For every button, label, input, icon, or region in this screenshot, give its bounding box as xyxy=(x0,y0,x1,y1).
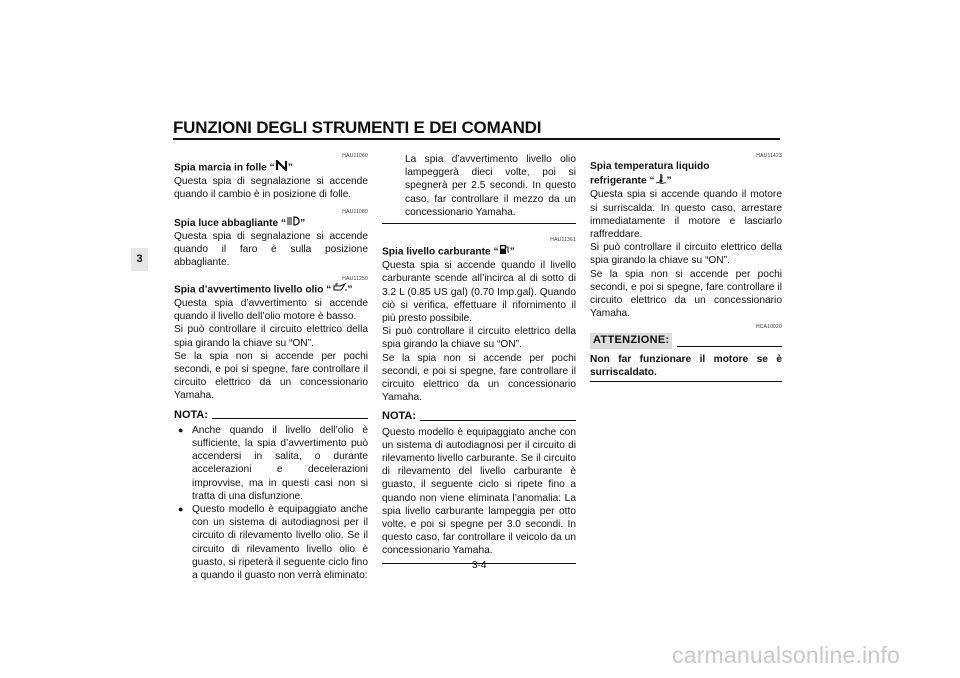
neutral-n-icon xyxy=(275,160,288,175)
heading-text-end: ” xyxy=(347,284,353,296)
caution-text: Non far funzionare il motore se è surriscaldato. xyxy=(590,353,782,378)
heading-text: Spia marcia in folle “ xyxy=(174,162,275,174)
section-code: HAU11423 xyxy=(756,153,782,159)
oil-body-2: Si può controllare il circuito elettrico della spia girando la chiave su “ON”. xyxy=(174,324,368,349)
chapter-tab: 3 xyxy=(131,248,148,271)
caution-label: ATTENZIONE: xyxy=(590,333,672,348)
column-1 xyxy=(174,153,368,582)
caution-rule xyxy=(677,346,782,347)
section-code: HCA10020 xyxy=(755,324,782,331)
neutral-body: Questa spia di segnalazione si accende quando il cambio è in posizione di folle. xyxy=(174,176,368,201)
title-rule xyxy=(173,138,780,140)
oil-heading xyxy=(174,283,368,297)
section-code: HAU11361 xyxy=(550,237,576,244)
column-2 xyxy=(382,153,576,564)
coolant-heading-line2 xyxy=(590,173,782,188)
fuel-body-2: Si può controllare il circuito elettrico della spia girando la chiave su “ON”. xyxy=(382,326,576,351)
fuel-pump-icon xyxy=(499,244,510,259)
neutral-heading xyxy=(174,160,368,175)
fuel-heading xyxy=(382,244,576,259)
coolant-body-3: Se la spia non si accende per pochi secondi, e poi si spegne, fare controllare il circuito elettrico da un concessionario Yamaha. xyxy=(590,268,782,320)
bullet-text: Questo modello è equipaggiato anche con un sistema di autodiagnosi per il circuito di rilevamento livello olio. Se il circuito di rilevamento livello olio è guasto, si ripeterà il seguente ciclo fino a quando il guasto non verrà eliminato: xyxy=(192,503,368,581)
coolant-temperature-icon xyxy=(655,173,667,188)
fuel-body-1: Questa spia si accende quando il livello carburante scende all’incirca al di sotto di 3.2 L (0.85 US gal) (0.70 Imp.gal). Quando ciò si verifica, effettuare il rifornimento il più presto possibile. xyxy=(382,260,576,325)
section-code: HAU11080 xyxy=(342,208,368,215)
oil-body-3: Se la spia non si accende per pochi secondi, e poi si spegne, fare controllare il circuito elettrico da un concessionario Yamaha. xyxy=(174,350,368,402)
nota-header xyxy=(174,409,368,422)
oil-continued-block xyxy=(382,153,576,219)
oil-body-1: Questa spia d’avvertimento si accende quando il livello dell’olio motore è basso. xyxy=(174,297,368,323)
nota-text: Questo modello è equipaggiato anche con un sistema di autodiagnosi per il circuito di rilevamento livello carburante. Se il circuito di rilevamento del livello carburante è guasto, il seguente ciclo si ripete fino a quando non viene eliminata l’anomalia: La spia livello carburante lampeggia per otto volte, e poi si spegne per 3.0 secondi. In questo caso, far controllare il veicolo da un concessionario Yamaha. xyxy=(382,426,576,557)
heading-text: refrigerante “ xyxy=(590,175,655,187)
nota-label: NOTA: xyxy=(174,408,209,421)
divider xyxy=(590,381,782,382)
coolant-body-2: Si può controllare il circuito elettrico della spia girando la chiave su “ON”. xyxy=(590,242,782,267)
list-item xyxy=(174,503,368,582)
column-3 xyxy=(590,153,782,382)
caution-header xyxy=(590,333,782,348)
nota-rule xyxy=(420,420,576,421)
fuel-body-3: Se la spia non si accende per pochi secondi, e poi si spegne, fare controllare il circuito elettrico da un concessionario Yamaha. xyxy=(382,352,576,404)
heading-text: Spia luce abbagliante “ xyxy=(174,217,287,229)
section-code: HAU11250 xyxy=(342,276,368,283)
heading-text: Spia livello carburante “ xyxy=(382,246,499,258)
heading-text-end: ” xyxy=(666,175,672,187)
bullet-icon: ● xyxy=(178,503,184,514)
nota-header xyxy=(382,410,576,423)
oil-continued-text: La spia d’avvertimento livello olio lampeggerà dieci volte, poi si spegnerà per 2.5 secondi. In questo caso, far controllare il mezzo da un concessionario Yamaha. xyxy=(405,154,576,218)
page-title: FUNZIONI DEGLI STRUMENTI E DEI COMANDI xyxy=(173,118,542,137)
high-beam-icon xyxy=(286,216,300,230)
heading-text-end: ” xyxy=(287,162,293,174)
section-code: HAU11060 xyxy=(342,153,368,159)
bullet-icon: ● xyxy=(178,424,184,435)
heading-text: Spia d’avvertimento livello olio “ xyxy=(174,284,332,296)
bullet-text: Anche quando il livello dell’olio è sufficiente, la spia d’avvertimento può accendersi in salita, o durante accelerazioni e decelerazioni improvvise, ma in questi casi non si tratta di una disfunzione. xyxy=(192,424,368,502)
heading-text-end: ” xyxy=(300,217,306,229)
nota-rule xyxy=(212,418,368,419)
page-number: 3-4 xyxy=(472,560,487,571)
highbeam-heading xyxy=(174,216,368,230)
oil-can-icon xyxy=(331,283,347,296)
coolant-body-1: Questa spia si accende quando il motore si surriscalda. In questo caso, arrestare immediatamente il motore e lasciarlo raffreddare. xyxy=(590,189,782,241)
heading-text-end: ” xyxy=(509,246,515,258)
list-item xyxy=(174,424,368,503)
coolant-heading-line1: Spia temperatura liquido xyxy=(590,161,710,172)
highbeam-body: Questa spia di segnalazione si accende quando il faro è sulla posizione abbagliante. xyxy=(174,230,368,269)
nota-label: NOTA: xyxy=(382,410,417,423)
watermark: carmanualsonline.info xyxy=(672,642,900,668)
